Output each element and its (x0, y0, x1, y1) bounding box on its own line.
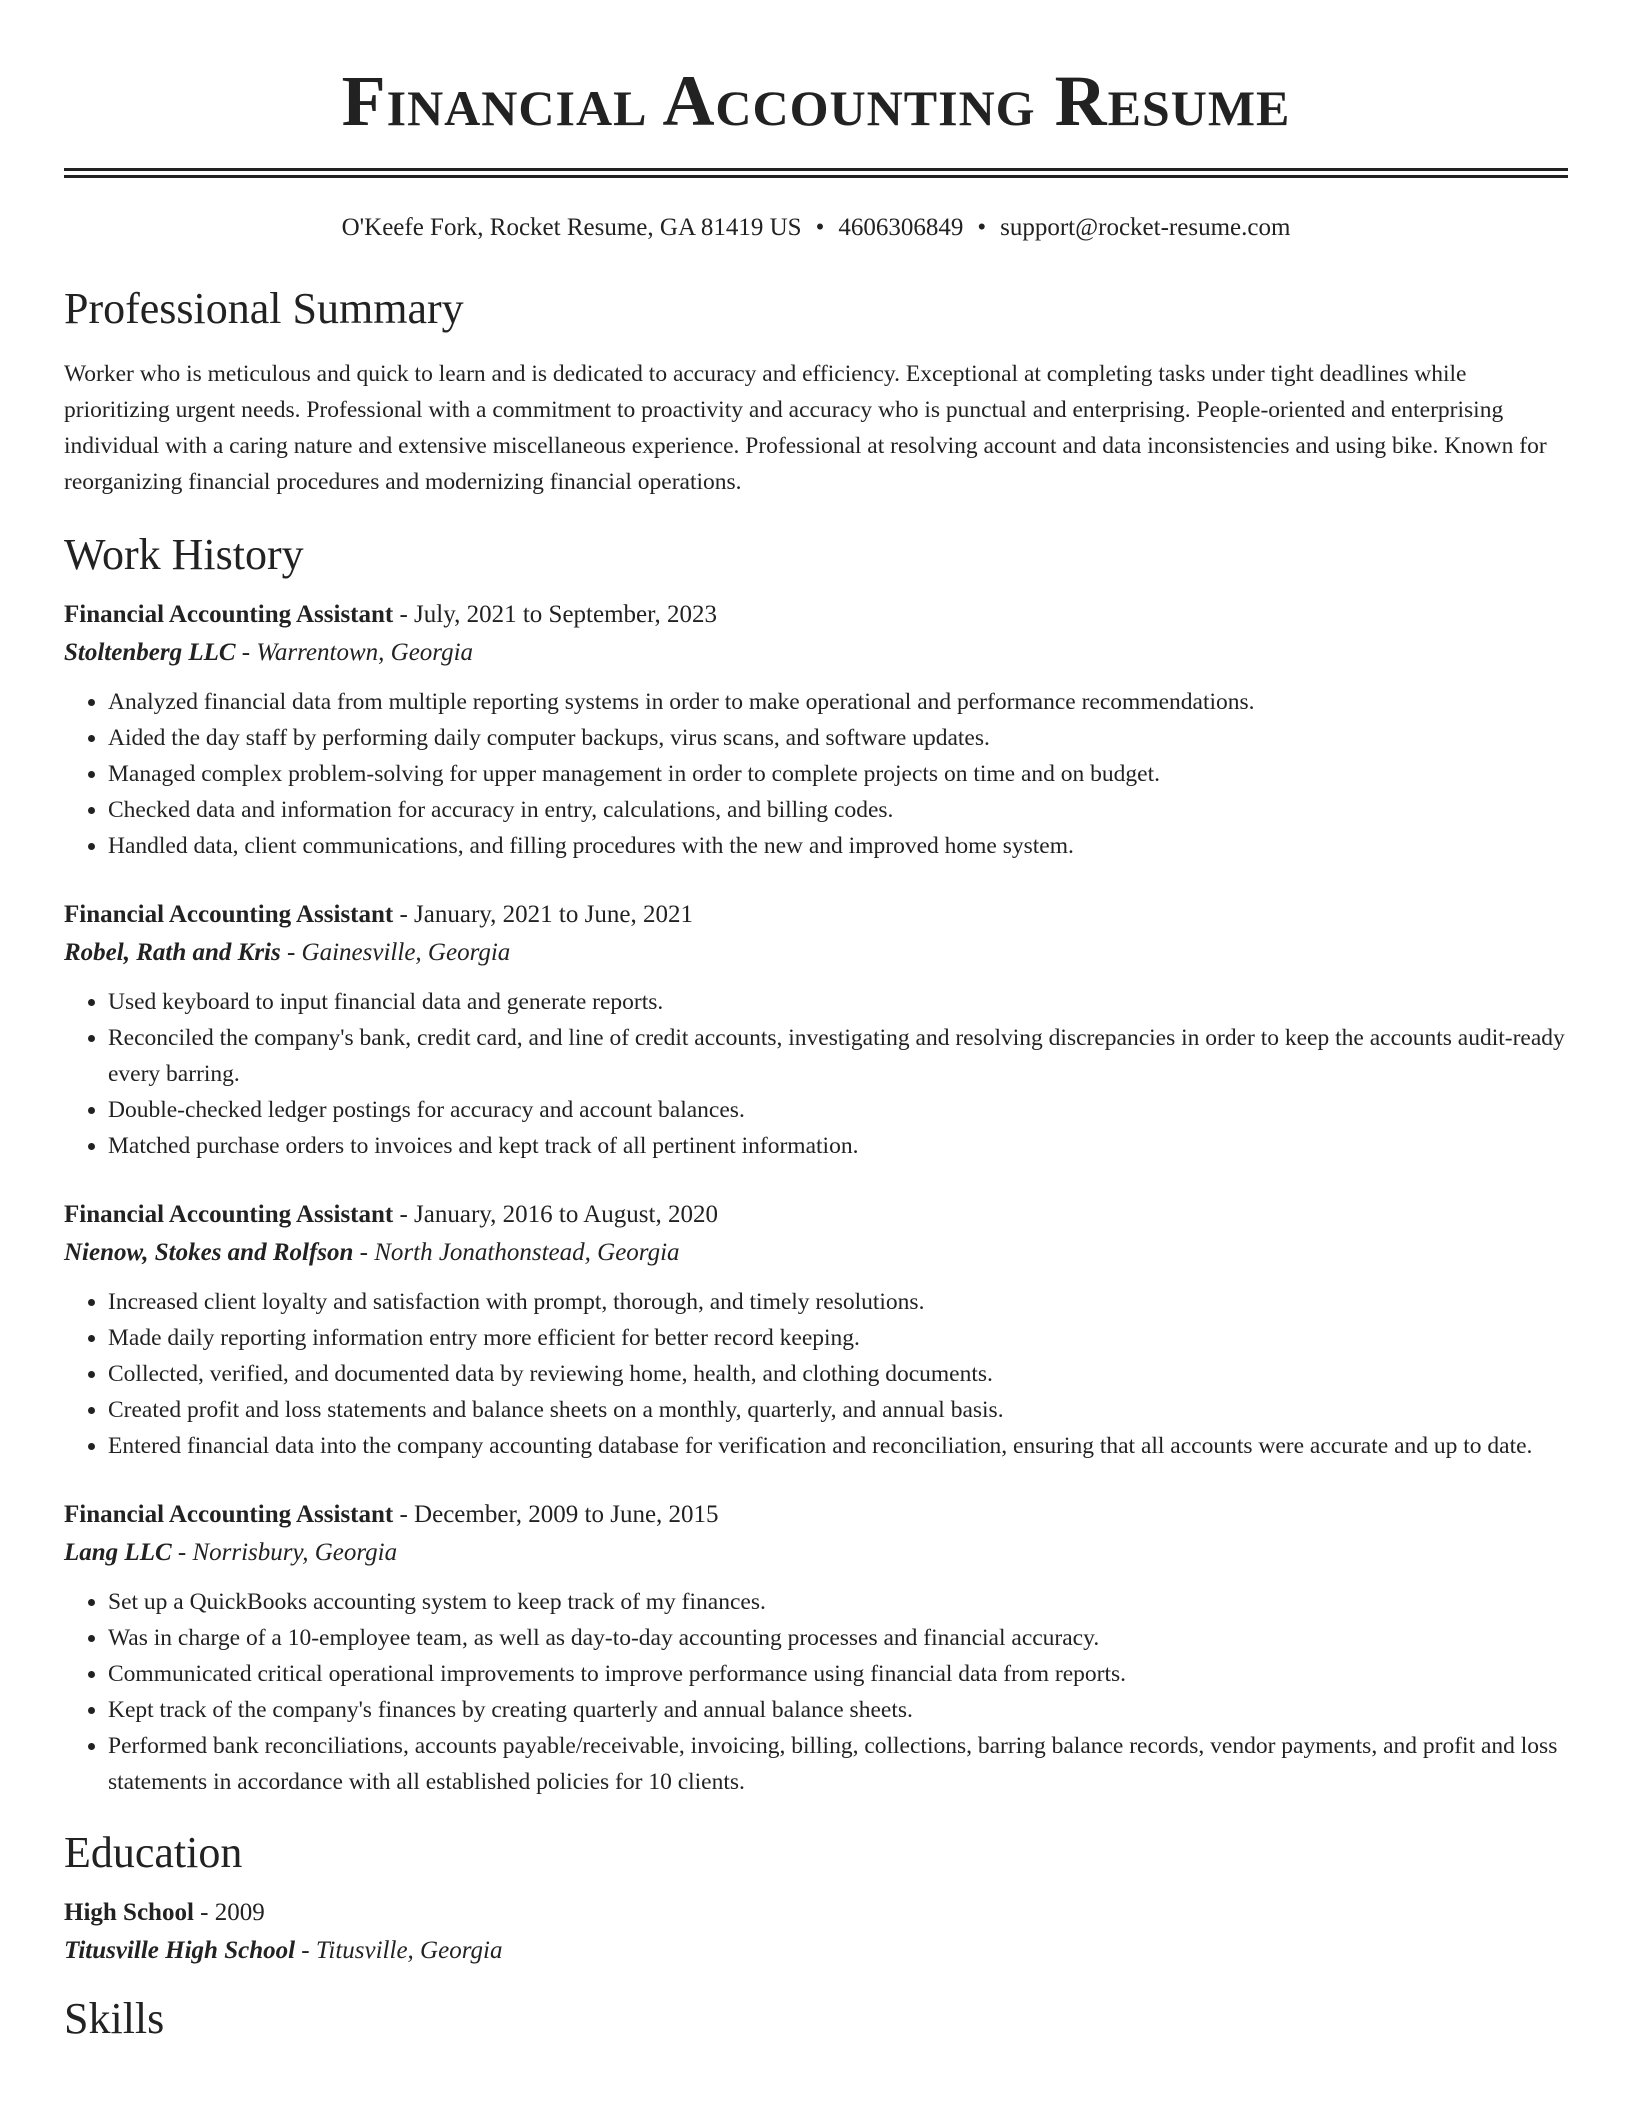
job-company: Lang LLC (64, 1539, 172, 1566)
contact-separator: • (977, 214, 987, 241)
job-header (64, 1196, 1568, 1234)
list-item: • Collected, verified, and documented data by reviewing home, health, and clothing documents. (108, 1356, 1568, 1392)
list-item: • Entered financial data into the company accounting database for verification and reconciliation, ensuring that all accounts were accurate and up to date. (108, 1428, 1568, 1464)
list-item: • Matched purchase orders to invoices and kept track of all pertinent information. (108, 1128, 1568, 1164)
list-item: • Used keyboard to input financial data and generate reports. (108, 984, 1568, 1020)
list-item: • Checked data and information for accuracy in entry, calculations, and billing codes. (108, 792, 1568, 828)
job-title: Financial Accounting Assistant (64, 601, 394, 628)
skills-heading: Skills (64, 1994, 165, 2043)
job-duties-list (64, 984, 1568, 1164)
job-employer (64, 1234, 1568, 1272)
list-item: • Kept track of the company's finances by creating quarterly and annual balance sheets. (108, 1692, 1568, 1728)
title-divider (64, 168, 1568, 178)
job-title: Financial Accounting Assistant (64, 901, 394, 928)
job-employer (64, 934, 1568, 972)
education-school-line (64, 1932, 1568, 1970)
list-item: • Made daily reporting information entry more efficient for better record keeping. (108, 1320, 1568, 1356)
list-item: • Double-checked ledger postings for accuracy and account balances. (108, 1092, 1568, 1128)
list-item: • Performed bank reconciliations, accounts payable/receivable, invoicing, billing, collections, barring balance records, vendor payments, and profit and loss statements in accordance with all established policies for 10 clients. (108, 1728, 1568, 1800)
summary-heading: Professional Summary (64, 284, 464, 333)
job-header (64, 596, 1568, 634)
job-location: - Norrisbury, Georgia (171, 1539, 398, 1566)
list-item: • Communicated critical operational improvements to improve performance using financial data from reports. (108, 1656, 1568, 1692)
list-item: • Analyzed financial data from multiple reporting systems in order to make operational and performance recommendations. (108, 684, 1568, 720)
list-item: • Set up a QuickBooks accounting system to keep track of my finances. (108, 1584, 1568, 1620)
job-title: Financial Accounting Assistant (64, 1501, 394, 1528)
list-item: • Created profit and loss statements and balance sheets on a monthly, quarterly, and annual basis. (108, 1392, 1568, 1428)
job-dates: - January, 2016 to August, 2020 (393, 1201, 718, 1228)
contact-separator: • (815, 214, 825, 241)
education-year: - 2009 (193, 1899, 265, 1926)
contact-address: O'Keefe Fork, Rocket Resume, GA 81419 US (341, 214, 802, 241)
education-degree: High School (64, 1899, 194, 1926)
list-item: • Managed complex problem-solving for upper management in order to complete projects on time and on budget. (108, 756, 1568, 792)
list-item: • Handled data, client communications, and filling procedures with the new and improved home system. (108, 828, 1568, 864)
job-employer (64, 1534, 1568, 1572)
job-entry (64, 1196, 1568, 1464)
education-location: - Titusville, Georgia (295, 1937, 503, 1964)
job-title: Financial Accounting Assistant (64, 1201, 394, 1228)
job-entry (64, 896, 1568, 1164)
resume-title: Financial Accounting Resume (341, 61, 1291, 141)
job-header (64, 896, 1568, 934)
education-entry (64, 1894, 1568, 1970)
list-item: • Increased client loyalty and satisfaction with prompt, thorough, and timely resolutions. (108, 1284, 1568, 1320)
contact-email: support@rocket-resume.com (1000, 214, 1291, 241)
list-item: • Reconciled the company's bank, credit card, and line of credit accounts, investigating and resolving discrepancies in order to keep the accounts audit-ready every barring. (108, 1020, 1568, 1092)
list-item: • Was in charge of a 10-employee team, as well as day-to-day accounting processes and financial accuracy. (108, 1620, 1568, 1656)
job-company: Robel, Rath and Kris (64, 939, 281, 966)
education-school: Titusville High School (64, 1937, 296, 1964)
job-duties-list (64, 684, 1568, 864)
contact-phone: 4606306849 (838, 214, 964, 241)
contact-line (64, 212, 1568, 244)
job-dates: - December, 2009 to June, 2015 (393, 1501, 719, 1528)
list-item: • Aided the day staff by performing daily computer backups, virus scans, and software updates. (108, 720, 1568, 756)
job-duties-list (64, 1584, 1568, 1800)
job-entry (64, 1496, 1568, 1800)
job-dates: - January, 2021 to June, 2021 (393, 901, 693, 928)
job-company: Stoltenberg LLC (64, 639, 236, 666)
job-employer (64, 634, 1568, 672)
job-entry (64, 596, 1568, 864)
summary-text: Worker who is meticulous and quick to learn and is dedicated to accuracy and efficiency. Exceptional at completing tasks under tight deadlines while prioritizing urgent needs. Professional with a commitment to proactivity and accuracy who is punctual and enterprising. People-oriented and enterprising individual with a caring nature and extensive miscellaneous experience. Professional at resolving account and data inconsistencies and using bike. Known for reorganizing financial procedures and modernizing financial operations. (64, 361, 1547, 495)
job-header (64, 1496, 1568, 1534)
job-location: - Warrentown, Georgia (235, 639, 474, 666)
education-heading: Education (64, 1828, 243, 1877)
job-company: Nienow, Stokes and Rolfson (64, 1239, 354, 1266)
job-location: - Gainesville, Georgia (280, 939, 511, 966)
education-header (64, 1894, 1568, 1932)
job-duties-list (64, 1284, 1568, 1464)
job-location: - North Jonathonstead, Georgia (353, 1239, 680, 1266)
job-dates: - July, 2021 to September, 2023 (393, 601, 717, 628)
work-history-heading: Work History (64, 530, 304, 579)
